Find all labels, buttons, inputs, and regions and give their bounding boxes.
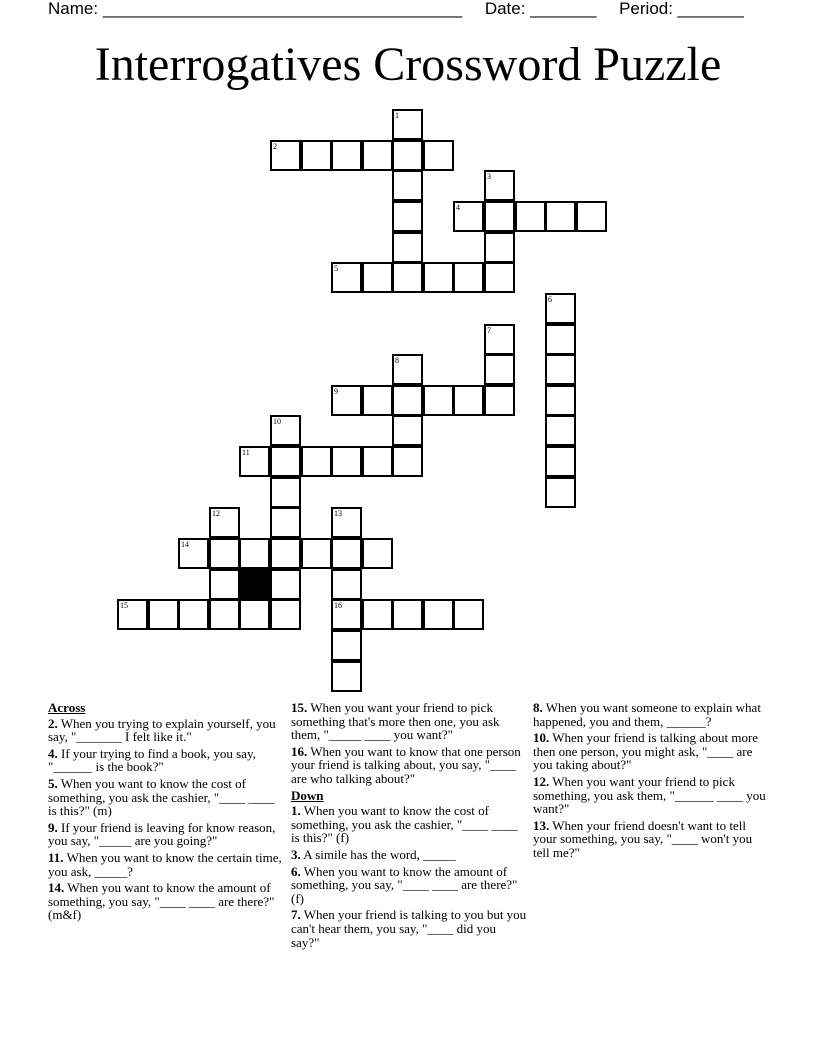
grid-cell[interactable]	[362, 140, 393, 171]
grid-cell[interactable]	[423, 262, 454, 293]
period-field: Period: _______	[619, 0, 744, 18]
grid-cell[interactable]	[178, 599, 209, 630]
clue: 4. If your trying to find a book, you say, "______ is the book?"	[48, 745, 256, 775]
grid-cell[interactable]	[423, 385, 454, 416]
page-title: Interrogatives Crossword Puzzle	[94, 38, 722, 91]
grid-cell[interactable]	[270, 569, 301, 600]
grid-cell[interactable]	[484, 354, 515, 385]
grid-cell[interactable]	[576, 201, 607, 232]
grid-cell[interactable]	[270, 599, 301, 630]
clue: 8. When you want someone to explain what happened, you and them, ______?	[533, 700, 761, 729]
date-field: Date: _______	[484, 0, 597, 18]
grid-cell[interactable]	[209, 569, 240, 600]
grid-cell[interactable]	[362, 538, 393, 569]
clue-column-2	[291, 701, 527, 952]
grid-cell[interactable]	[392, 415, 423, 446]
clue: 1. When you want to know the cost of something, you ask the cashier, "____ ____ is this?" (f)	[291, 803, 518, 846]
grid-cell[interactable]	[423, 599, 454, 630]
clue-number: 1	[395, 111, 399, 120]
grid-cell[interactable]	[423, 140, 454, 171]
grid-cell[interactable]	[362, 262, 393, 293]
grid-cell[interactable]	[331, 538, 362, 569]
clue-column-1	[48, 701, 284, 925]
grid-cell[interactable]	[545, 385, 576, 416]
clue: 7. When your friend is talking to you but you can't hear them, you say, "____ did you say?"	[291, 907, 527, 950]
clue-number: 2	[273, 142, 277, 151]
clue-number: 11	[242, 448, 250, 457]
grid-cell[interactable]	[453, 599, 484, 630]
down-heading: Down	[291, 787, 324, 803]
clue-number: 6	[548, 295, 552, 304]
grid-cell[interactable]	[331, 569, 362, 600]
grid-cell[interactable]	[392, 599, 423, 630]
clue-column-3	[533, 701, 769, 863]
grid-cell[interactable]	[515, 201, 546, 232]
clue-number: 12	[212, 509, 220, 518]
clue: 6. When you want to know the amount of something, you say, "____ ____ are there?" (f)	[291, 863, 518, 906]
grid-cell[interactable]	[331, 661, 362, 692]
grid-cell[interactable]	[270, 507, 301, 538]
clue: 2. When you trying to explain yourself, you say, "_______ I felt like it."	[48, 715, 276, 745]
clue-number: 16	[334, 601, 342, 610]
grid-cell[interactable]	[239, 538, 270, 569]
grid-cell[interactable]	[362, 446, 393, 477]
grid-cell[interactable]	[362, 385, 393, 416]
grid-cell[interactable]	[392, 262, 423, 293]
grid-cell[interactable]	[545, 415, 576, 446]
grid-cell[interactable]	[545, 446, 576, 477]
name-field: Name: ______________________________________	[48, 0, 463, 18]
grid-cell[interactable]	[331, 446, 362, 477]
clue: 5. When you want to know the cost of something, you ask the cashier, "____ ____ is this?" (m)	[48, 775, 275, 819]
grid-cell[interactable]	[453, 385, 484, 416]
clue: 11. When you want to know the certain time, you ask, _____?	[48, 849, 282, 879]
grid-cell[interactable]	[301, 538, 332, 569]
grid-cell[interactable]	[331, 630, 362, 661]
grid-cell[interactable]	[270, 477, 301, 508]
clue-number: 13	[334, 509, 342, 518]
grid-cell[interactable]	[453, 262, 484, 293]
grid-cell[interactable]	[484, 262, 515, 293]
grid-cell[interactable]	[331, 140, 362, 171]
clue-number: 5	[334, 264, 338, 273]
clue-number: 15	[120, 601, 128, 610]
clue: 12. When you want your friend to pick something, you ask them, "______ ____ you want?"	[533, 773, 766, 817]
clue-number: 9	[334, 387, 338, 396]
clue: 16. When you want to know that one person your friend is talking about, you say, "____ are who talking about?"	[291, 743, 521, 786]
clue: 10. When your friend is talking about more then one person, you might ask, "____ are you taking about?"	[533, 730, 759, 773]
grid-cell[interactable]	[270, 446, 301, 477]
grid-cell[interactable]	[545, 201, 576, 232]
clue-number: 8	[395, 356, 399, 365]
grid-cell[interactable]	[209, 538, 240, 569]
clue: 3. A simile has the word, _____	[291, 846, 456, 862]
grid-cell[interactable]	[484, 232, 515, 263]
grid-cell[interactable]	[148, 599, 179, 630]
clue: 14. When you want to know the amount of something, you say, "____ ____ are there?" (m&f)	[48, 880, 275, 923]
clue-number: 10	[273, 417, 281, 426]
grid-cell[interactable]	[301, 140, 332, 171]
grid-cell[interactable]	[392, 140, 423, 171]
grid-cell[interactable]	[545, 324, 576, 355]
grid-cell[interactable]	[392, 232, 423, 263]
clue-number: 4	[456, 203, 460, 212]
across-heading: Across	[48, 700, 86, 715]
grid-cell[interactable]	[392, 385, 423, 416]
grid-cell[interactable]	[545, 354, 576, 385]
clue: 13. When your friend doesn't want to tell your something, you say, "____ won't you tell me?"	[533, 817, 753, 860]
shaded-cell	[239, 569, 270, 600]
clue-number: 7	[487, 326, 491, 335]
clue-number: 14	[181, 540, 189, 549]
grid-cell[interactable]	[484, 385, 515, 416]
grid-cell[interactable]	[301, 446, 332, 477]
clue-number: 3	[487, 172, 491, 181]
grid-cell[interactable]	[209, 599, 240, 630]
clue: 9. If your friend is leaving for know reason, you say, "_____ are you going?"	[48, 819, 276, 849]
grid-cell[interactable]	[545, 477, 576, 508]
grid-cell[interactable]	[270, 538, 301, 569]
clue: 15. When you want your friend to pick something that's more then one, you ask them, "_____ ____ you want?"	[291, 700, 500, 743]
grid-cell[interactable]	[484, 201, 515, 232]
grid-cell[interactable]	[392, 446, 423, 477]
grid-cell[interactable]	[392, 170, 423, 201]
grid-cell[interactable]	[239, 599, 270, 630]
grid-cell[interactable]	[362, 599, 393, 630]
grid-cell[interactable]	[392, 201, 423, 232]
